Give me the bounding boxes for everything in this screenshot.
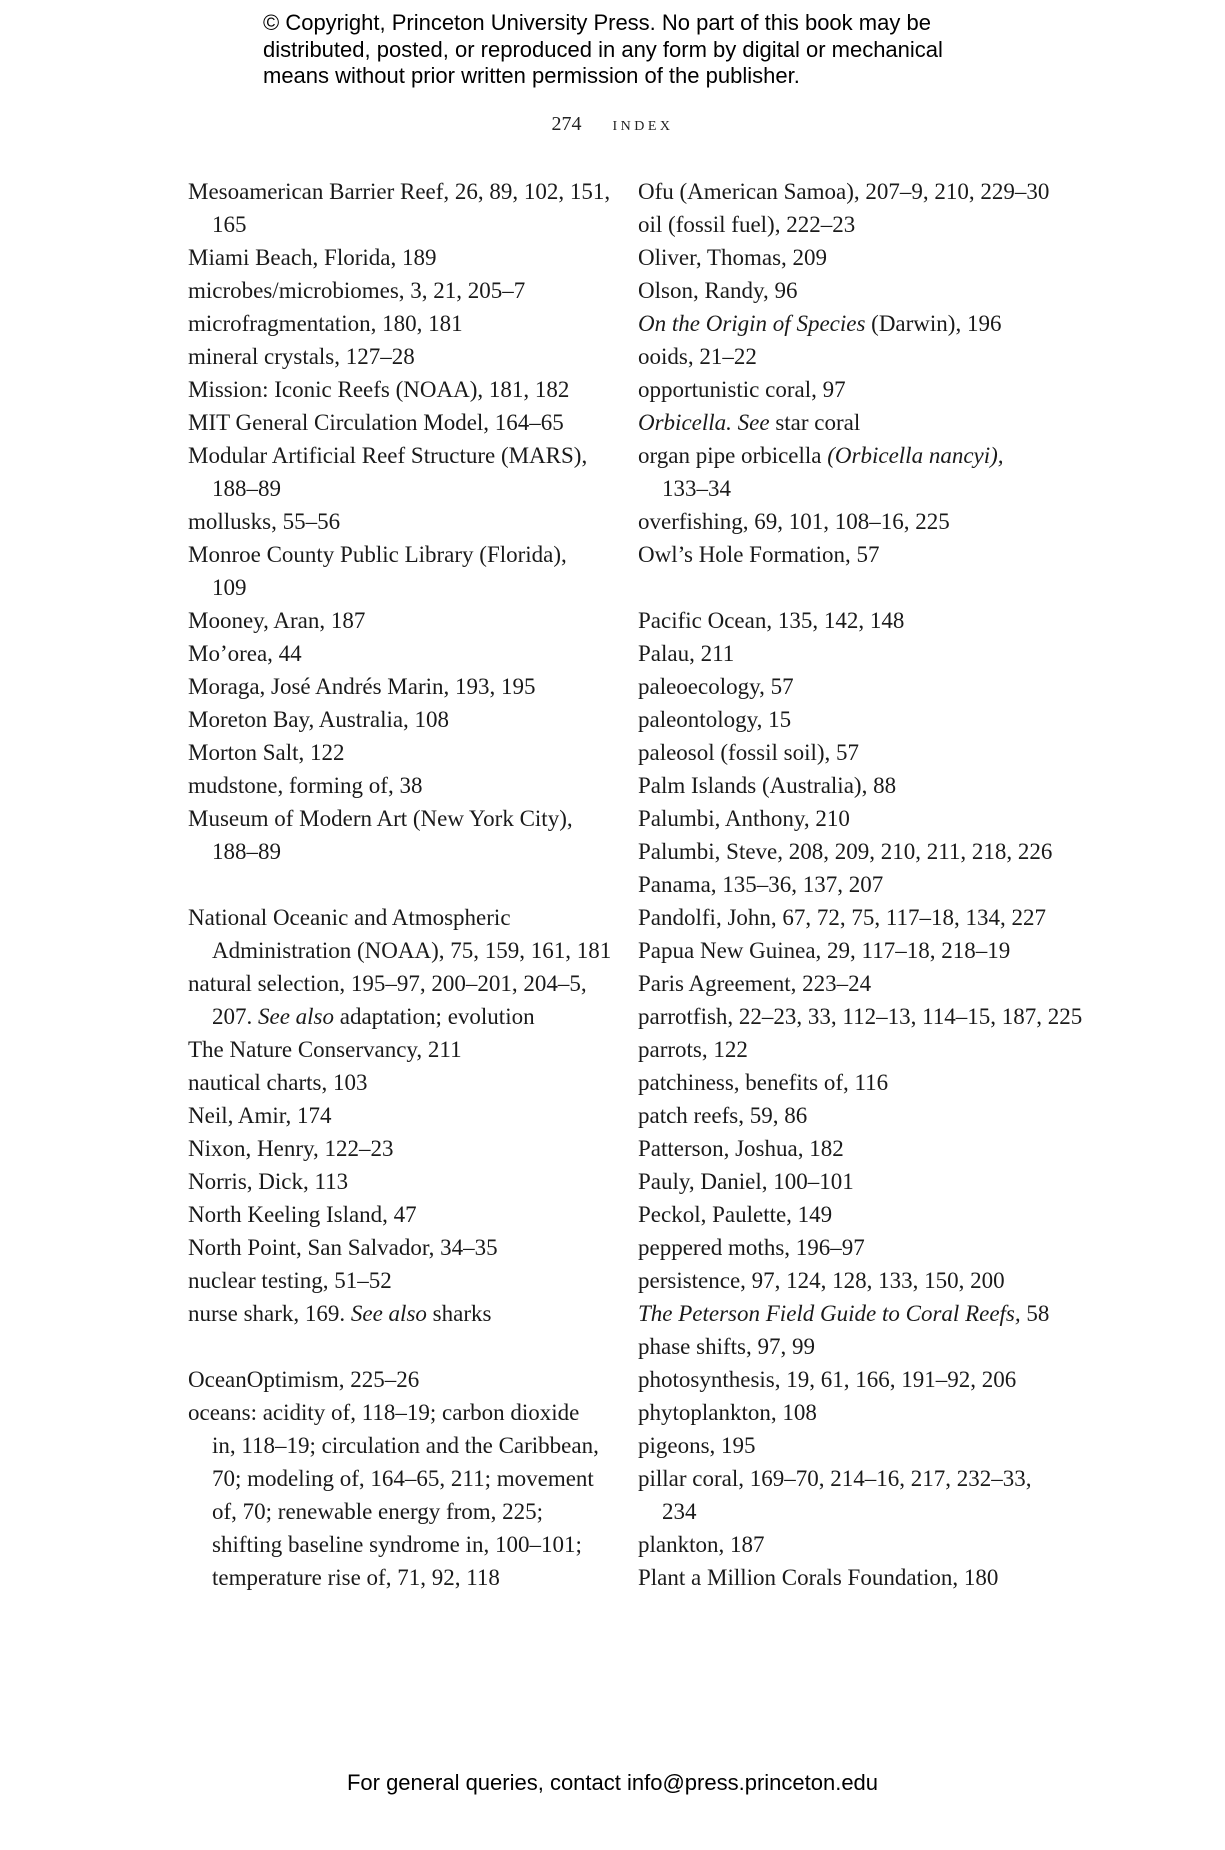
section-gap — [188, 1330, 628, 1363]
index-entry-line: Neil, Amir, 174 — [188, 1103, 332, 1128]
index-entry-line: Morton Salt, 122 — [188, 740, 345, 765]
index-entry-line: parrotfish, 22–23, 33, 112–13, 114–15, 187, 225 — [638, 1004, 1083, 1029]
index-entry — [188, 1264, 628, 1297]
index-entry — [638, 967, 1058, 1000]
index-entry — [638, 604, 1058, 637]
index-entry — [638, 1198, 1058, 1231]
index-entry — [188, 1165, 628, 1198]
index-entry — [188, 1033, 628, 1066]
index-entry — [188, 175, 628, 241]
index-entry-continuation: 234 — [662, 1499, 697, 1524]
index-entry-continuation: shifting baseline syndrome in, 100–101; — [212, 1532, 582, 1557]
index-entry-line: photosynthesis, 19, 61, 166, 191–92, 206 — [638, 1367, 1017, 1392]
index-entry-line: nurse shark, 169. See also sharks — [188, 1301, 492, 1326]
index-entry-line: paleoecology, 57 — [638, 674, 794, 699]
index-entry-line: paleontology, 15 — [638, 707, 792, 732]
index-entry-line: Nixon, Henry, 122–23 — [188, 1136, 394, 1161]
index-entry — [188, 340, 628, 373]
index-entry-line: Miami Beach, Florida, 189 — [188, 245, 437, 270]
index-entry-line: opportunistic coral, 97 — [638, 377, 846, 402]
index-entry — [188, 1297, 628, 1330]
index-entry — [638, 637, 1058, 670]
index-entry — [638, 373, 1058, 406]
index-entry — [188, 802, 628, 868]
index-entry — [638, 1561, 1058, 1594]
index-entry — [188, 769, 628, 802]
index-entry — [188, 439, 628, 505]
index-entry-line: The Nature Conservancy, 211 — [188, 1037, 462, 1062]
index-entry — [188, 1396, 628, 1594]
copyright-line: means without prior written permission of the publisher. — [263, 63, 800, 88]
index-entry-line: plankton, 187 — [638, 1532, 765, 1557]
index-entry-line: phase shifts, 97, 99 — [638, 1334, 815, 1359]
index-entry-line: mollusks, 55–56 — [188, 509, 341, 534]
index-column-left — [188, 175, 628, 1594]
index-entry-line: The Peterson Field Guide to Coral Reefs, 58 — [638, 1301, 1050, 1326]
index-entry — [188, 901, 628, 967]
index-entry-line: Modular Artificial Reef Structure (MARS), — [188, 443, 588, 468]
index-entry — [638, 307, 1058, 340]
index-entry — [638, 802, 1058, 835]
index-entry-line: Patterson, Joshua, 182 — [638, 1136, 844, 1161]
index-entry — [638, 208, 1058, 241]
index-entry-line: Pacific Ocean, 135, 142, 148 — [638, 608, 905, 633]
index-entry — [188, 1198, 628, 1231]
index-entry-continuation: 165 — [212, 212, 247, 237]
index-entry — [188, 736, 628, 769]
index-entry — [638, 934, 1058, 967]
index-entry — [638, 1132, 1058, 1165]
index-entry-line: Panama, 135–36, 137, 207 — [638, 872, 884, 897]
index-entry-continuation: 207. See also adaptation; evolution — [212, 1004, 535, 1029]
index-entry — [638, 274, 1058, 307]
index-entry-continuation: 188–89 — [212, 476, 281, 501]
index-entry-line: Mesoamerican Barrier Reef, 26, 89, 102, 151, — [188, 179, 611, 204]
index-entry — [638, 901, 1058, 934]
index-entry — [638, 1165, 1058, 1198]
index-entry — [638, 1330, 1058, 1363]
index-entry-continuation: 133–34 — [662, 476, 731, 501]
index-entry-continuation: of, 70; renewable energy from, 225; — [212, 1499, 544, 1524]
index-entry — [188, 241, 628, 274]
index-column-right — [638, 175, 1083, 1594]
index-entry-line: microbes/microbiomes, 3, 21, 205–7 — [188, 278, 526, 303]
index-entry-line: mudstone, forming of, 38 — [188, 773, 423, 798]
index-entry-line: Peckol, Paulette, 149 — [638, 1202, 833, 1227]
index-entry — [638, 1231, 1058, 1264]
index-entry — [638, 1099, 1058, 1132]
footer-contact: For general queries, contact info@press.princeton.edu — [346, 1770, 879, 1795]
index-entry — [188, 1099, 628, 1132]
index-entry — [638, 1033, 1058, 1066]
index-entry-line: nuclear testing, 51–52 — [188, 1268, 392, 1293]
index-entry — [188, 1363, 628, 1396]
index-entry-line: Moraga, José Andrés Marin, 193, 195 — [188, 674, 536, 699]
index-entry-line: organ pipe orbicella (Orbicella nancyi), — [638, 443, 1004, 468]
index-entry-line: oil (fossil fuel), 222–23 — [638, 212, 856, 237]
index-entry — [188, 373, 628, 406]
index-entry-line: peppered moths, 196–97 — [638, 1235, 865, 1260]
index-entry-line: Paris Agreement, 223–24 — [638, 971, 872, 996]
index-entry-line: phytoplankton, 108 — [638, 1400, 817, 1425]
index-entry — [638, 340, 1058, 373]
index-entry-line: On the Origin of Species (Darwin), 196 — [638, 311, 1002, 336]
running-head — [0, 113, 1225, 136]
index-entry-line: OceanOptimism, 225–26 — [188, 1367, 420, 1392]
index-entry-line: paleosol (fossil soil), 57 — [638, 740, 860, 765]
index-entry-continuation: temperature rise of, 71, 92, 118 — [212, 1565, 500, 1590]
index-entry — [638, 175, 1058, 208]
index-entry-line: nautical charts, 103 — [188, 1070, 368, 1095]
index-entry-line: parrots, 122 — [638, 1037, 748, 1062]
index-entry-line: oceans: acidity of, 118–19; carbon dioxide — [188, 1400, 580, 1425]
index-entry-continuation: 109 — [212, 575, 247, 600]
index-entry — [638, 1066, 1058, 1099]
index-entry — [638, 1429, 1058, 1462]
index-entry-line: Mo’orea, 44 — [188, 641, 302, 666]
index-entry — [188, 538, 628, 604]
index-entry-line: Museum of Modern Art (New York City), — [188, 806, 573, 831]
index-entry — [188, 670, 628, 703]
index-entry-line: patchiness, benefits of, 116 — [638, 1070, 889, 1095]
index-entry — [638, 439, 1058, 505]
index-entry — [638, 406, 1058, 439]
copyright-line: distributed, posted, or reproduced in any form by digital or mechanical — [263, 36, 943, 62]
index-entry-line: Moreton Bay, Australia, 108 — [188, 707, 450, 732]
index-entry-line: Plant a Million Corals Foundation, 180 — [638, 1565, 999, 1590]
index-entry — [188, 1132, 628, 1165]
index-entry-line: Owl’s Hole Formation, 57 — [638, 542, 880, 567]
page-number: 274 — [551, 113, 582, 135]
index-entry — [638, 769, 1058, 802]
index-entry — [638, 1297, 1058, 1330]
index-entry-line: overfishing, 69, 101, 108–16, 225 — [638, 509, 950, 534]
index-entry-line: natural selection, 195–97, 200–201, 204–5, — [188, 971, 587, 996]
index-entry-line: mineral crystals, 127–28 — [188, 344, 415, 369]
index-entry-line: Palau, 211 — [638, 641, 735, 666]
index-entry — [638, 538, 1058, 571]
index-entry — [638, 1396, 1058, 1429]
index-entry-line: Norris, Dick, 113 — [188, 1169, 349, 1194]
index-entry — [188, 967, 628, 1033]
index-entry — [188, 703, 628, 736]
index-entry — [638, 868, 1058, 901]
index-entry-line: Olson, Randy, 96 — [638, 278, 798, 303]
index-entry-line: Ofu (American Samoa), 207–9, 210, 229–30 — [638, 179, 1050, 204]
index-entry-line: Mooney, Aran, 187 — [188, 608, 366, 633]
index-entry-line: North Keeling Island, 47 — [188, 1202, 417, 1227]
index-entry-line: Pandolfi, John, 67, 72, 75, 117–18, 134, 227 — [638, 905, 1047, 930]
index-entry — [188, 505, 628, 538]
index-entry — [638, 241, 1058, 274]
index-entry-continuation: in, 118–19; circulation and the Caribbean, — [212, 1433, 599, 1458]
index-entry-line: ooids, 21–22 — [638, 344, 757, 369]
section-gap — [638, 571, 1058, 604]
copyright-line: © Copyright, Princeton University Press. No part of this book may be — [263, 10, 931, 35]
section-gap — [188, 868, 628, 901]
index-entry-continuation: 188–89 — [212, 839, 281, 864]
index-entry-continuation: 70; modeling of, 164–65, 211; movement — [212, 1466, 594, 1491]
index-entry — [638, 1000, 1083, 1033]
index-entry-line: Palm Islands (Australia), 88 — [638, 773, 897, 798]
index-entry-line: Palumbi, Anthony, 210 — [638, 806, 850, 831]
index-entry-line: Monroe County Public Library (Florida), — [188, 542, 567, 567]
index-entry-line: Pauly, Daniel, 100–101 — [638, 1169, 854, 1194]
index-entry-line: Oliver, Thomas, 209 — [638, 245, 828, 270]
index-entry — [188, 637, 628, 670]
index-entry-line: North Point, San Salvador, 34–35 — [188, 1235, 498, 1260]
index-entry-continuation: Administration (NOAA), 75, 159, 161, 181 — [212, 938, 612, 963]
index-entry — [188, 274, 628, 307]
index-entry — [188, 307, 628, 340]
index-entry — [638, 1363, 1058, 1396]
index-entry-line: Orbicella. See star coral — [638, 410, 861, 435]
index-entry — [638, 703, 1058, 736]
index-entry-line: pigeons, 195 — [638, 1433, 756, 1458]
index-entry-line: microfragmentation, 180, 181 — [188, 311, 463, 336]
index-entry-line: Palumbi, Steve, 208, 209, 210, 211, 218, 226 — [638, 839, 1053, 864]
index-entry — [188, 406, 628, 439]
index-entry — [188, 1066, 628, 1099]
index-entry — [188, 604, 628, 637]
index-entry-line: patch reefs, 59, 86 — [638, 1103, 808, 1128]
copyright-notice — [263, 10, 1023, 90]
index-entry — [638, 1462, 1058, 1528]
index-entry — [188, 1231, 628, 1264]
index-entry-line: National Oceanic and Atmospheric — [188, 905, 511, 930]
index-entry-line: pillar coral, 169–70, 214–16, 217, 232–33, — [638, 1466, 1032, 1491]
index-entry-line: persistence, 97, 124, 128, 133, 150, 200 — [638, 1268, 1005, 1293]
index-entry-line: Mission: Iconic Reefs (NOAA), 181, 182 — [188, 377, 570, 402]
index-entry — [638, 1264, 1058, 1297]
index-entry — [638, 1528, 1058, 1561]
index-entry — [638, 736, 1058, 769]
index-entry — [638, 670, 1058, 703]
index-entry-line: Papua New Guinea, 29, 117–18, 218–19 — [638, 938, 1011, 963]
index-entry — [638, 835, 1058, 868]
page-title: index — [612, 113, 674, 135]
index-entry-line: MIT General Circulation Model, 164–65 — [188, 410, 564, 435]
index-entry — [638, 505, 1058, 538]
